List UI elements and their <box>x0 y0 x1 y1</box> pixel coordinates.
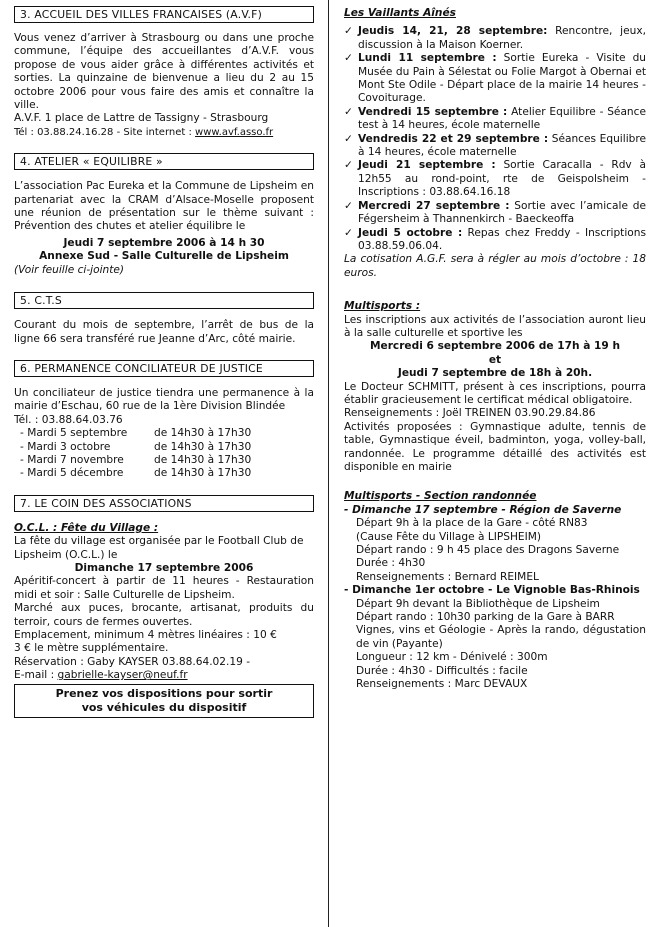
rando-event-2-title: - Dimanche 1er octobre - Le Vignoble Bas-Rhinois <box>344 584 640 597</box>
schedule-row <box>14 441 314 454</box>
ocl-heading: O.C.L. : Fête du Village : <box>14 521 159 534</box>
check-icon: ✓ <box>344 199 353 212</box>
rando-line: Départ rando : 9 h 45 place des Dragons Saverne <box>356 544 620 557</box>
multisports-date-2: Jeudi 7 septembre de 18h à 20h. <box>397 367 593 380</box>
list-item <box>344 25 646 52</box>
list-item <box>344 52 646 106</box>
rando-line: Durée : 4h30 - Difficultés : facile <box>356 664 528 677</box>
check-icon: ✓ <box>344 226 353 239</box>
multisports-contact: Renseignements : Joël TREINEN 03.90.29.84.86 <box>344 407 596 420</box>
avf-website-link[interactable]: www.avf.asso.fr <box>195 126 274 138</box>
rando-line: Vignes, vins et Géologie - Après la rando, dégustation de vin (Payante) <box>356 624 646 650</box>
schedule-time: de 14h30 à 17h30 <box>154 440 252 453</box>
permanence-schedule <box>14 427 314 481</box>
schedule-time: de 14h30 à 17h30 <box>154 427 252 440</box>
item-text: Sortie Caracalla - Rdv à 12h55 au rond-point, rte de Geispolsheim - Inscriptions : 03.88.64.16.18 <box>358 159 646 199</box>
rando-heading: Multisports - Section randonnée <box>344 490 537 503</box>
schedule-row <box>14 427 314 440</box>
schedule-day: - Mardi 7 novembre <box>20 453 124 466</box>
check-icon: ✓ <box>344 25 353 38</box>
ocl-aperitif: Apéritif-concert à partir de 11 heures - Restauration midi et soir : Salle Culturelle de Lipsheim. <box>14 575 314 601</box>
ocl-marche: Marché aux puces, brocante, artisanat, produits du terroir, cours de fermes ouvertes. <box>14 602 314 628</box>
section-4-note: (Voir feuille ci-jointe) <box>14 263 125 276</box>
item-text: Atelier Equilibre - Séance test à 14 heures, école maternelle <box>358 105 646 132</box>
item-date: Vendredis 22 et 29 septembre : <box>358 132 549 145</box>
schedule-time: de 14h30 à 17h30 <box>154 453 252 466</box>
section-5-body: Courant du mois de septembre, l’arrêt de bus de la ligne 66 sera transféré rue Jeanne d’Arc, côté mairie. <box>14 319 314 345</box>
left-column <box>14 0 314 718</box>
section-7-title: 7. LE COIN DES ASSOCIATIONS <box>14 495 314 512</box>
multisports-doctor: Le Docteur SCHMITT, présent à ces inscriptions, pourra établir gracieusement le certificat médical obligatoire. <box>344 380 646 406</box>
section-5-title: 5. C.T.S <box>14 292 314 309</box>
rando-event-2-details <box>344 598 646 692</box>
rando-event-1-title: - Dimanche 17 septembre - Région de Saverne <box>344 503 622 516</box>
item-text: Sortie avec l’amicale de Fégersheim à Thannenkirch - Baeckeoffa <box>358 199 646 226</box>
rando-line: Renseignements : Bernard REIMEL <box>356 570 539 583</box>
section-3-address: A.V.F. 1 place de Lattre de Tassigny - Strasbourg <box>14 112 269 125</box>
list-item <box>344 227 646 254</box>
schedule-day: - Mardi 5 décembre <box>20 467 124 480</box>
notice-box <box>14 684 314 718</box>
section-6-body: Un conciliateur de justice tiendra une permanence à la mairie d’Eschau, 60 rue de la 1ère Division Blindée <box>14 386 314 413</box>
notice-line-1: Prenez vos dispositions pour sortir <box>55 686 273 700</box>
check-icon: ✓ <box>344 132 353 145</box>
ocl-email-line <box>14 669 314 682</box>
list-item <box>344 159 646 199</box>
cotisation-note: La cotisation A.G.F. sera à régler au mois d’octobre : 18 euros. <box>344 253 646 279</box>
item-date: Jeudis 14, 21, 28 septembre: <box>358 25 548 38</box>
multisports-et: et <box>488 353 502 366</box>
item-date: Mercredi 27 septembre : <box>358 199 510 212</box>
rando-event-1-details <box>344 517 646 584</box>
section-3-tel: Tél : 03.88.24.16.28 - Site internet : <box>14 126 196 138</box>
schedule-time: de 14h30 à 17h30 <box>154 467 252 480</box>
rando-line: Longueur : 12 km - Dénivelé : 300m <box>356 651 548 664</box>
ocl-email-link[interactable]: gabrielle-kayser@neuf.fr <box>57 669 188 682</box>
rando-line: Renseignements : Marc DEVAUX <box>356 678 528 691</box>
item-text: Sortie Eureka - Visite du Musée du Pain à Sélestat ou Folie Margot à Obernai et Mont Ste Odile - Départ place de la mairie 14 heures - Covoiturage. <box>358 52 647 105</box>
rando-line: Départ rando : 10h30 parking de la Gare à BARR <box>356 611 615 624</box>
ocl-reservation: Réservation : Gaby KAYSER 03.88.64.02.19 - <box>14 655 251 668</box>
check-icon: ✓ <box>344 159 353 172</box>
ocl-emplacement: Emplacement, minimum 4 mètres linéaires : 10 € <box>14 629 277 641</box>
rando-line: Départ 9h à la place de la Gare - côté RN83 <box>356 517 588 530</box>
rando-line: Départ 9h devant la Bibliothèque de Lipsheim <box>356 597 600 610</box>
column-divider <box>328 0 329 927</box>
schedule-day: - Mardi 3 octobre <box>20 440 111 453</box>
list-item <box>344 200 646 227</box>
schedule-row <box>14 467 314 480</box>
section-3-body: Vous venez d’arriver à Strasbourg ou dans une proche commune, l’équipe des accueillantes d’A.V.F. vous propose de vous aider grâce à différentes activités et sorties. La quinzaine de bienvenue a lieu du 2 au 15 octobre 2006 pour vous faire des amis et connaître la ville. <box>14 32 314 112</box>
ocl-date: Dimanche 17 septembre 2006 <box>74 561 254 574</box>
section-3-contact <box>14 126 314 139</box>
schedule-day: - Mardi 5 septembre <box>20 427 128 440</box>
item-text: Repas chez Freddy - Inscriptions 03.88.59.06.04. <box>358 226 646 252</box>
vaillants-list <box>344 25 646 253</box>
right-column <box>344 0 646 692</box>
section-6-tel: Tél. : 03.88.64.03.76 <box>14 413 123 426</box>
rando-line: (Cause Fête du Village à LIPSHEIM) <box>356 530 542 543</box>
list-item <box>344 106 646 133</box>
multisports-date-1: Mercredi 6 septembre 2006 de 17h à 19 h <box>369 340 621 353</box>
schedule-row <box>14 454 314 467</box>
ocl-intro: La fête du village est organisée par le Football Club de Lipsheim (O.C.L.) le <box>14 535 304 561</box>
item-date: Jeudi 21 septembre : <box>358 159 496 172</box>
list-item <box>344 133 646 160</box>
item-text: Rencontre, jeux, discussion à la Maison Koerner. <box>358 25 646 51</box>
multisports-heading: Multisports : <box>344 300 421 313</box>
section-4-title: 4. ATELIER « EQUILIBRE » <box>14 153 314 170</box>
ocl-metre-supp: 3 € le mètre supplémentaire. <box>14 642 169 655</box>
ocl-email-label: E-mail : <box>14 669 58 682</box>
section-6-title: 6. PERMANENCE CONCILIATEUR DE JUSTICE <box>14 360 314 377</box>
check-icon: ✓ <box>344 105 353 118</box>
notice-line-2: vos véhicules du dispositif <box>81 700 247 714</box>
multisports-activities: Activités proposées : Gymnastique adulte, tennis de table, Gymnastique éveil, badminton, yoga, volley-ball, randonnée. Le programme détaillé des activités est disponible en mairie <box>344 420 646 473</box>
section-4-date: Jeudi 7 septembre 2006 à 14 h 30 <box>63 236 265 249</box>
item-date: Lundi 11 septembre : <box>358 52 497 65</box>
item-date: Vendredi 15 septembre : <box>358 105 508 118</box>
item-date: Jeudi 5 octobre : <box>358 226 463 239</box>
item-text: Séances Equilibre à 14 heures, école maternelle <box>358 132 647 159</box>
vaillants-heading: Les Vaillants Aînés <box>344 7 456 19</box>
check-icon: ✓ <box>344 52 353 65</box>
multisports-intro: Les inscriptions aux activités de l’association auront lieu à la salle culturelle et sportive les <box>344 313 646 339</box>
section-4-place: Annexe Sud - Salle Culturelle de Lipsheim <box>39 250 289 263</box>
section-4-body: L’association Pac Eureka et la Commune de Lipsheim en partenariat avec la CRAM d’Alsace-Moselle proposent une réunion de présentation sur le thème suivant : Prévention des chutes et atelier équilibre le <box>14 180 314 233</box>
section-3-title: 3. ACCUEIL DES VILLES FRANCAISES (A.V.F) <box>14 6 314 23</box>
rando-line: Durée : 4h30 <box>356 557 426 570</box>
